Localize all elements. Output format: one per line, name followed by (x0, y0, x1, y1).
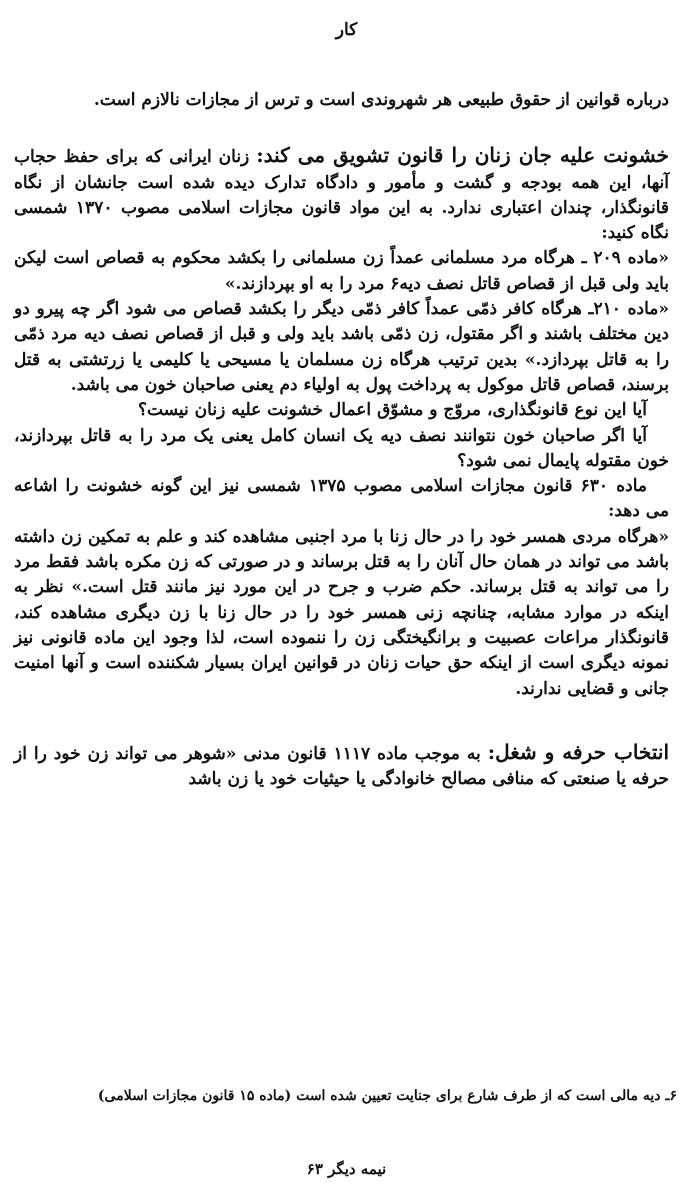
page-footer: نیمه دیگر ۶۳ (306, 1160, 387, 1178)
section-heading: انتخاب حرفه و شغل: (487, 739, 669, 764)
paragraph: آیا اگر صاحبان خون نتوانند نصف دیه یک انسان کامل یعنی یک مرد را به قاتل بپردازند، خون مقتوله پایمال نمی شود؟ (14, 425, 669, 471)
paragraph: «ماده ۲۰۹ ـ هرگاه مرد مسلمانی عمداً زن مسلمانی را بکشد محکوم به قصاص است لیکن باید ولی قبل از قصاص قاتل نصف دیه۶ مرد را به او بپردازند.» (14, 248, 670, 294)
paragraph: «ماده ۲۱۰ـ هرگاه کافر ذمّی عمداً کافر ذمّی دیگر را بکشد قصاص می شود اگر چه پیرو دو دین مختلف باشند و اگر مقتول، زن ذمّی باشد باید ولی و قبل از قصاص نصف دیه مرد ذمّی را به قاتل بپردازد.» بدین ترتیب هرگاه زن مسلمان یا مسیحی یا کلیمی یا زرتشتی به قتل برسند، قصاص قاتل موکول به پرداخت پول به اولیاء دم یعنی صاحبان خون می باشد. (14, 299, 669, 395)
footnote: ۶ـ دیه مالی است که از طرف شارع برای جنایت تعیین شده است (ماده ۱۵ قانون مجازات اسلامی) (97, 1088, 677, 1104)
paragraph: ماده ۶۳۰ قانون مجازات اسلامی مصوب ۱۳۷۵ شمسی نیز این گونه خشونت را اشاعه می دهد: (14, 476, 669, 522)
section-heading: خشونت علیه جان زنان را قانون تشویق می کند: (256, 143, 670, 168)
paragraph: «هرگاه مردی همسر خود را در حال زنا با مرد اجنبی مشاهده کند و علم به تمکین زن داشته باشد می تواند در همان حال آنان را به قتل برساند و در صورتی که زن مکره باشد فقط مرد را می تواند به قتل برساند. حکم ضرب و جرح در این مورد نیز مانند قتل است.» نظر به اینکه در موارد مشابه، چنانچه زنی همسر خود را در حال زنا با زن دیگری مشاهده کند، قانونگذار مراعات عصبیت و برانگیختگی زن را ننموده است، لذا وجود این ماده قانونی نیز نمونه دیگری است از اینکه حق حیات زنان در قوانین ایران بسیار شکننده است و آنها امنیت جانی و قضایی ندارند. (14, 526, 669, 699)
paragraph: آیا این نوع قانونگذاری، مروّج و مشوّق اعمال خشونت علیه زنان نیست؟ (138, 400, 647, 421)
page-body (14, 88, 669, 792)
paragraph: خشونت علیه جان زنان را قانون تشویق می کند: زنان ایرانی که برای حفظ حجاب آنها، این همه بودجه و گشت و مأمور و دادگاه تدارک دیده شده است جانشان از نگاه قانونگذار، چندان اعتباری ندارد. به این مواد قانون مجازات اسلامی مصوب ۱۳۷۰ شمسی نگاه کنید: (14, 143, 670, 244)
paragraph: درباره قوانین از حقوق طبیعی هر شهروندی است و ترس از مجازات نالازم است. (93, 90, 669, 110)
paragraph: انتخاب حرفه و شغل: به موجب ماده ۱۱۱۷ قانون مدنی «شوهر می تواند زن خود را از حرفه یا صنعتی که منافی مصالح خانوادگی یا حیثیات خود یا زن باشد (14, 739, 669, 790)
running-header: کار (335, 20, 358, 40)
